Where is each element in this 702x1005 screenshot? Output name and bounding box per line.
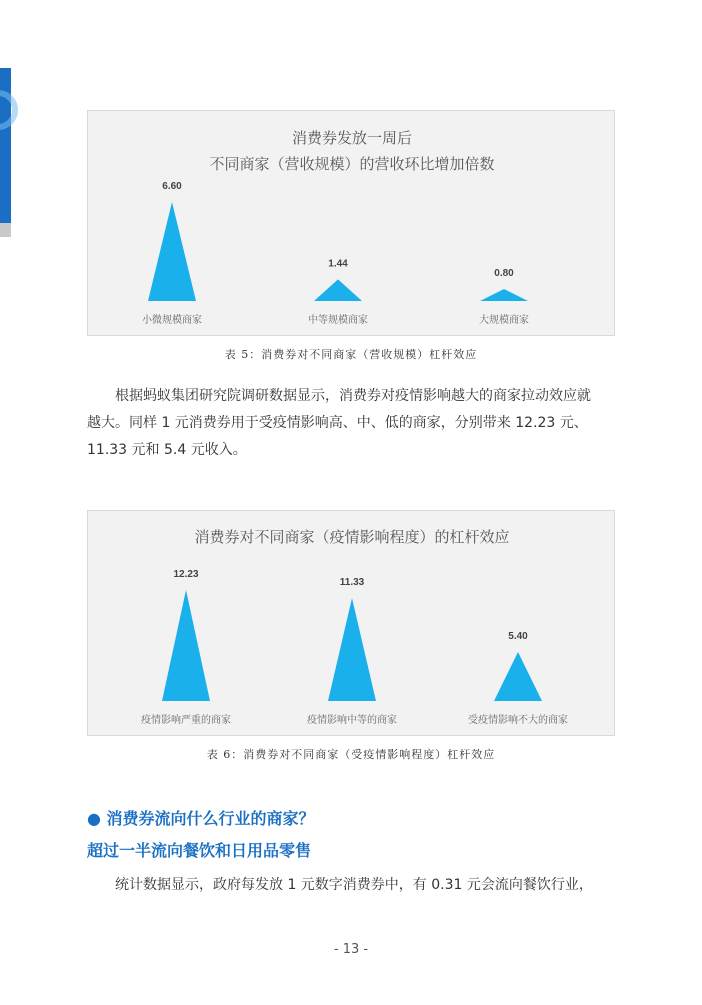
chart-1-bar-1 [148,202,196,301]
section-heading-1 [87,806,315,829]
chart-2-value-label-1: 12.23 [173,568,199,580]
chart-1-category-label-1: 小微规模商家 [142,315,202,326]
paragraph-1 [87,383,627,464]
side-ring-decoration [0,90,18,130]
chart-2-svg [88,511,616,737]
section-heading-1-text: 消费券流向什么行业的商家？ [106,809,315,828]
chart-revenue-scale [87,110,615,336]
chart-2-bar-1 [162,590,210,701]
paragraph-1-line-2: 越大。同样 1 元消费券用于受疫情影响高、中、低的商家，分别带来 12.23 元、 [87,415,588,431]
chart-1-value-label-3: 0.80 [494,268,514,279]
chart-1-bar-3 [480,289,528,301]
chart-2-bar-2 [328,598,376,701]
chart-epidemic-impact [87,510,615,736]
paragraph-1-line-1: 根据蚂蚁集团研究院调研数据显示，消费券对疫情影响越大的商家拉动效应就 [115,388,591,404]
paragraph-1-line-3: 11.33 元和 5.4 元收入。 [87,442,247,458]
page-number: - 13 - [333,942,369,957]
chart-2-title: 消费券对不同商家（疫情影响程度）的杠杆效应 [194,528,510,546]
chart-1-svg [88,111,616,337]
chart-2-value-label-2: 11.33 [339,577,365,589]
chart-1-value-label-2: 1.44 [328,258,348,270]
chart-2-category-label-1: 疫情影响严重的商家 [141,715,231,726]
chart-1-category-label-3: 大规模商家 [479,315,529,326]
chart-1-category-label-2: 中等规模商家 [308,315,368,326]
side-accent-bar-lower [0,223,11,237]
bullet-icon: ● [87,809,101,828]
chart-1-bar-2 [314,279,362,301]
chart-1-subtitle: 不同商家（营收规模）的营收环比增加倍数 [209,155,495,173]
paragraph-2 [87,872,627,899]
chart-2-category-label-3: 受疫情影响不大的商家 [468,715,568,726]
caption-table-5: 表 5：消费券对不同商家（营收规模）杠杆效应 [224,348,478,361]
chart-1-value-label-1: 6.60 [162,181,182,192]
chart-1-title: 消费券发放一周后 [291,129,413,147]
chart-2-value-label-3: 5.40 [508,630,528,642]
section-heading-2: 超过一半流向餐饮和日用品零售 [87,841,312,860]
paragraph-2-text: 统计数据显示，政府每发放 1 元数字消费券中，有 0.31 元会流向餐饮行业， [115,877,593,893]
chart-2-bar-3 [494,652,542,701]
chart-2-category-label-2: 疫情影响中等的商家 [307,715,397,726]
caption-table-6: 表 6：消费券对不同商家（受疫情影响程度）杠杆效应 [206,748,496,761]
